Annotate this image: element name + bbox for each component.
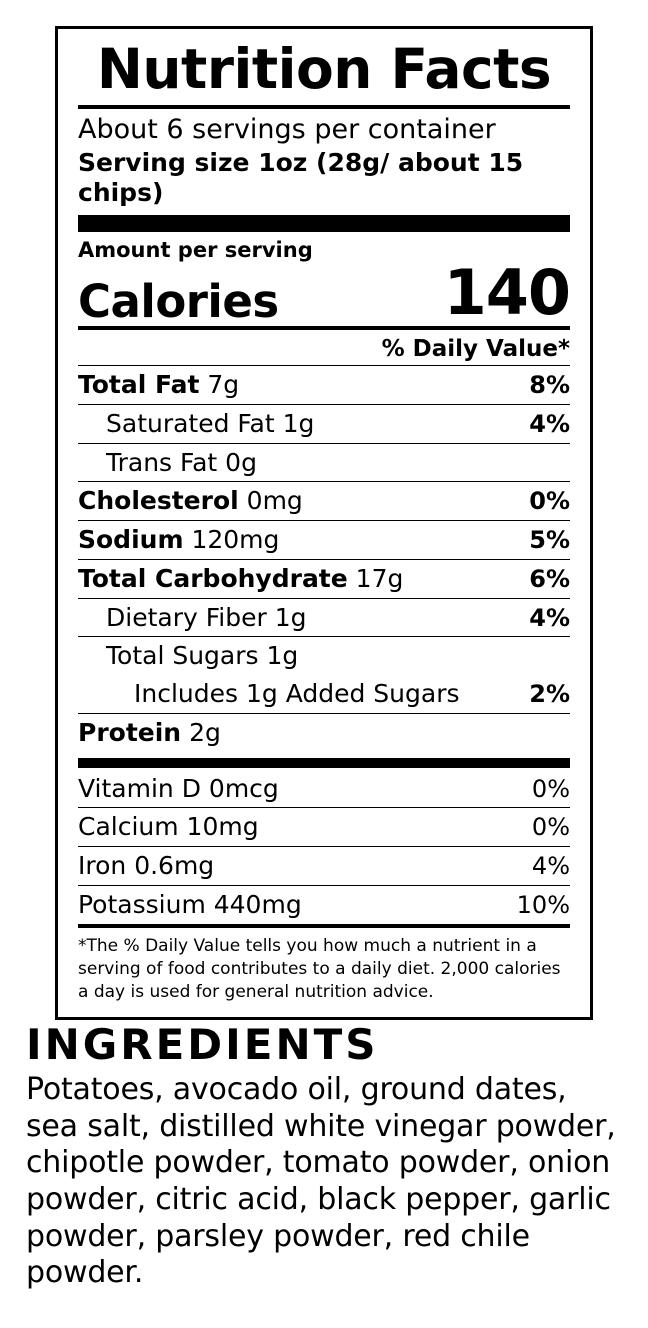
servings-per-container: About 6 servings per container [78,113,496,145]
calories-value: 140 [443,256,570,330]
nutrient-amount: 0mg [246,486,303,516]
nutrient-dv: 2% [529,680,570,709]
table-row [78,559,570,598]
nutrient-amount: 7g [207,370,240,400]
nutrient-amount: 1g [266,641,299,671]
nutrient-amount: 120mg [191,525,280,555]
nutrient-dv: 0% [529,487,570,516]
nutrient-dv: 4% [529,603,570,632]
nutrient-amount: 1g [282,408,315,438]
table-row [78,520,570,559]
divider-thick-micronutrients [78,758,570,768]
amount-per-serving-label: Amount per serving [78,238,313,263]
nutrient-name: Total Carbohydrate [78,563,348,593]
nutrient-name: Protein [78,717,182,747]
nutrient-amount: 1g [274,602,307,632]
nutrient-name: Total Fat [78,370,200,400]
table-row [78,443,570,482]
table-row [78,768,570,808]
nutrient-dv: 5% [529,526,570,555]
micronutrient-name: Calcium 10mg [78,812,259,842]
nutrient-dv: 4% [529,409,570,438]
table-row [78,807,570,846]
serving-size: Serving size 1oz (28g/ about 15 chips) [78,148,524,208]
nutrient-amount: 0g [225,447,257,477]
nutrient-name: Trans Fat [106,447,218,477]
nutrition-facts-panel [55,26,593,1020]
daily-value-footnote: *The % Daily Value tells you how much a nutrient in a serving of food contributes to a daily diet. 2,000 calories a day is used for general nutrition advice. [78,935,561,1002]
calories-row [78,256,570,330]
ingredients-title: INGREDIENTS [26,1020,379,1069]
nutrient-amount: 17g [355,563,404,593]
nutrient-name: Includes 1g Added Sugars [134,679,460,709]
table-row [78,481,570,520]
table-row [78,675,570,713]
ingredients-section [26,1022,626,1292]
micronutrient-name: Vitamin D 0mcg [78,773,279,803]
ingredients-text: Potatoes, avocado oil, ground dates, sea salt, distilled white vinegar powder, chipotle powder, tomato powder, onion powder, citric acid, black pepper, garlic powder, parsley powder, red chile powder. [26,1072,616,1291]
micronutrient-dv: 10% [516,890,570,919]
nutrient-name: Total Sugars [106,641,259,671]
nutrient-name: Sodium [78,525,184,555]
table-row [78,598,570,637]
table-row [78,885,570,924]
calories-label: Calories [78,275,279,329]
nutrient-amount: 2g [189,717,221,747]
nutrient-name: Dietary Fiber [106,602,267,632]
micronutrient-dv: 4% [531,852,570,881]
panel-title: Nutrition Facts [96,37,552,101]
nutrient-name: Saturated Fat [106,408,275,438]
micronutrient-dv: 0% [531,774,570,803]
micronutrient-dv: 0% [531,813,570,842]
table-row [78,636,570,675]
micronutrient-name: Iron 0.6mg [78,851,215,881]
table-row [78,713,570,752]
table-row [78,365,570,404]
micronutrient-name: Potassium 440mg [78,889,302,919]
nutrient-dv: 8% [529,371,570,400]
nutrient-dv: 6% [529,564,570,593]
table-row [78,404,570,443]
daily-value-header: % Daily Value* [381,336,570,363]
divider-thick-calories [78,215,570,232]
nutrient-name: Cholesterol [78,486,239,516]
table-row [78,846,570,885]
